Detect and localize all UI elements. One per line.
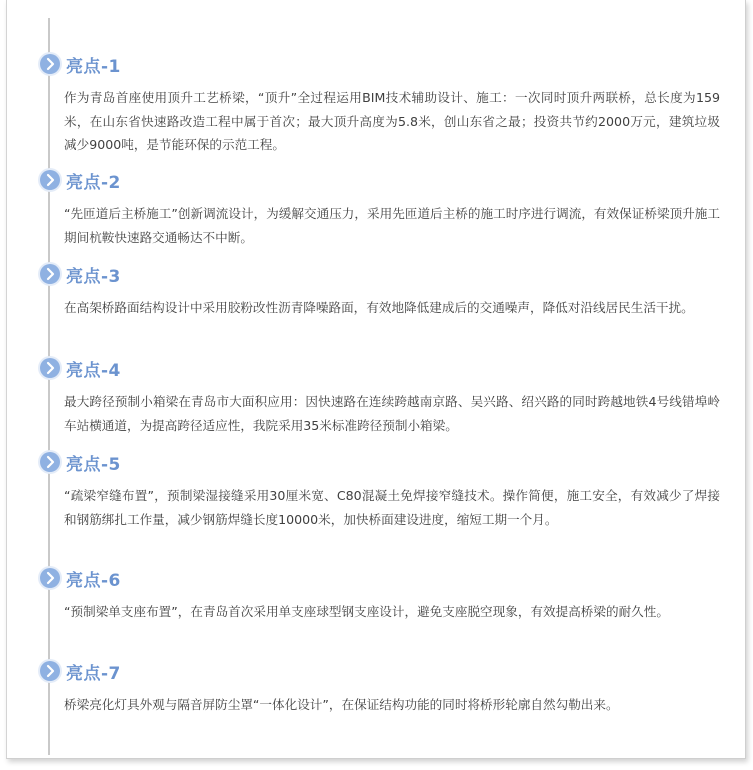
highlight-body: 在高架桥路面结构设计中采用胶粉改性沥青降噪路面，有效地降低建成后的交通噪声，降低对沿线居民生活干扰。	[64, 300, 694, 315]
highlight-item-7	[40, 661, 730, 717]
highlight-item-6	[40, 568, 730, 624]
highlight-title: 亮点-2	[66, 173, 121, 193]
highlight-body: 最大跨径预制小箱梁在青岛市大面积应用：因快速路在连续跨越南京路、吴兴路、绍兴路的同时跨越地铁4号线错埠岭车站横通道，为提高跨径适应性，我院采用35米标准跨径预制小箱梁。	[64, 394, 720, 433]
highlight-body: “预制梁单支座布置”，在青岛首次采用单支座球型钢支座设计，避免支座脱空现象，有效提高桥梁的耐久性。	[64, 604, 669, 619]
highlight-body: “疏梁窄缝布置”，预制梁湿接缝采用30厘米宽、C80混凝土免焊接窄缝技术。操作简便，施工安全，有效减少了焊接和钢筋绑扎工作量，减少钢筋焊缝长度10000米，加快桥面建设进度，缩短工期一个月。	[64, 488, 720, 527]
highlight-title: 亮点-5	[66, 455, 121, 475]
highlight-title: 亮点-7	[66, 664, 121, 684]
chevron-right-icon	[40, 54, 60, 74]
chevron-right-icon	[40, 568, 60, 588]
chevron-right-icon	[40, 661, 60, 681]
highlight-header	[40, 54, 730, 78]
highlight-body: “先匝道后主桥施工”创新调流设计，为缓解交通压力，采用先匝道后主桥的施工时序进行调流，有效保证桥梁顶升施工期间杭鞍快速路交通畅达不中断。	[64, 206, 720, 245]
highlight-item-4	[40, 358, 730, 437]
highlight-header	[40, 452, 730, 476]
highlight-header	[40, 264, 730, 288]
highlight-item-5	[40, 452, 730, 531]
highlight-body: 作为青岛首座使用顶升工艺桥梁，“顶升”全过程运用BIM技术辅助设计、施工：一次同时顶升两联桥，总长度为159米，在山东省快速路改造工程中属于首次；最大顶升高度为5.8米，创山东省之最；投资共节约2000万元，建筑垃圾减少9000吨，是节能环保的示范工程。	[64, 90, 720, 152]
chevron-right-icon	[40, 452, 60, 472]
highlight-item-1	[40, 54, 730, 157]
highlight-header	[40, 568, 730, 592]
cut-off-heading-fragment	[330, 0, 420, 8]
chevron-right-icon	[40, 264, 60, 284]
highlight-header	[40, 661, 730, 685]
highlight-body: 桥梁亮化灯具外观与隔音屏防尘罩“一体化设计”，在保证结构功能的同时将桥形轮廓自然勾勒出来。	[64, 697, 619, 712]
highlight-item-3	[40, 264, 730, 320]
highlight-title: 亮点-4	[66, 361, 121, 381]
highlight-header	[40, 358, 730, 382]
highlight-item-2	[40, 170, 730, 249]
chevron-right-icon	[40, 170, 60, 190]
highlight-title: 亮点-6	[66, 571, 121, 591]
chevron-right-icon	[40, 358, 60, 378]
highlight-title: 亮点-1	[66, 57, 121, 77]
highlight-title: 亮点-3	[66, 267, 121, 287]
highlight-header	[40, 170, 730, 194]
